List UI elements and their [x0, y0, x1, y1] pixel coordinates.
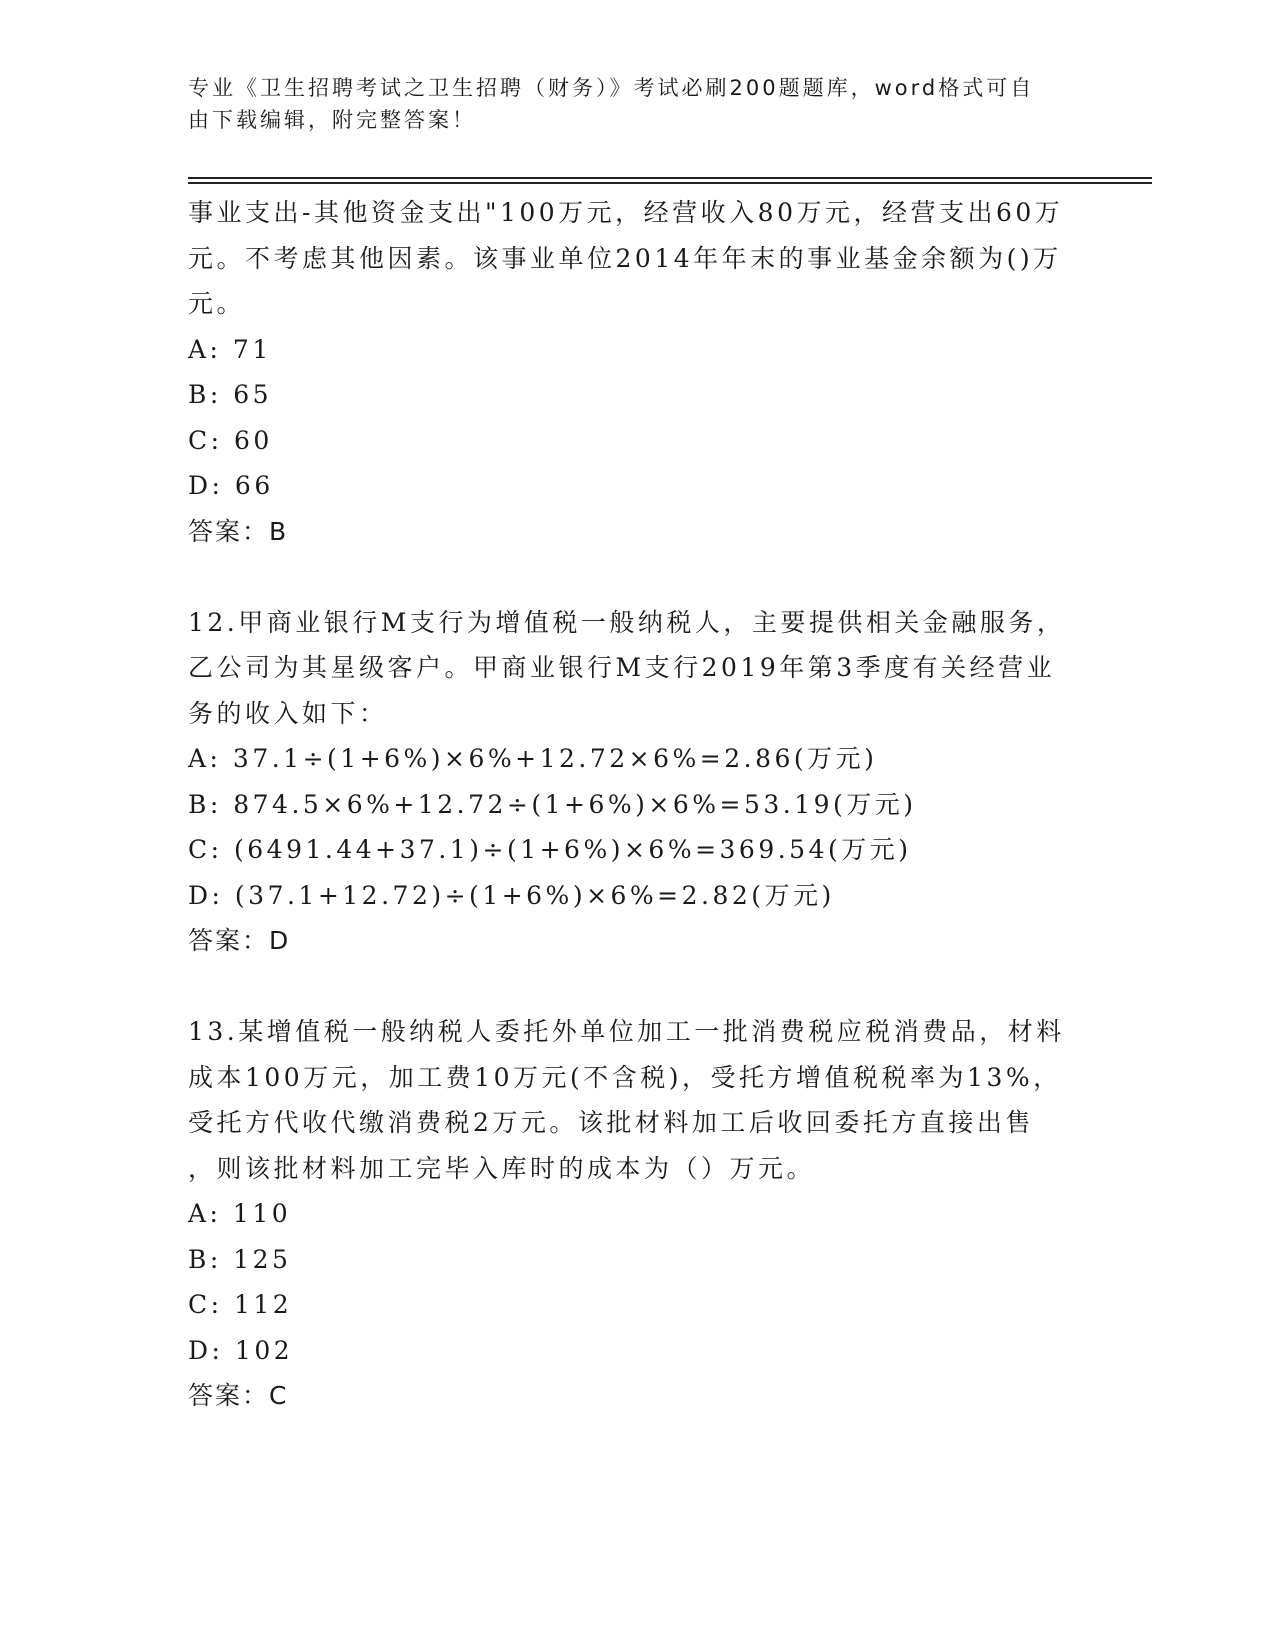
question-stem-line: 12.甲商业银行M支行为增值税一般纳税人，主要提供相关金融服务， — [188, 607, 1066, 637]
header-line-2: 由下载编辑，附完整答案！ — [188, 108, 476, 132]
header-divider-top — [188, 177, 1152, 179]
option-d: D: 102 — [188, 1335, 294, 1365]
option-a: A: 37.1÷(1+6%)×6%+12.72×6%=2.86(万元) — [188, 744, 878, 773]
option-a: A: 110 — [188, 1199, 292, 1228]
question-stem-line: 元。 — [188, 289, 246, 318]
header-line-1: 专业《卫生招聘考试之卫生招聘（财务）》考试必刷200题题库，word格式可自 — [188, 76, 1035, 100]
question-stem-line: 事业支出-其他资金支出"100万元，经营收入80万元，经营支出60万 — [188, 198, 1064, 227]
option-a: A: 71 — [188, 334, 272, 364]
question-stem-line: ，则该批材料加工完毕入库时的成本为（）万元。 — [188, 1153, 816, 1183]
question-stem-line: 元。不考虑其他因素。该事业单位2014年年末的事业基金余额为()万 — [188, 243, 1062, 273]
question-spacer — [188, 964, 1088, 1010]
option-b: B: 874.5×6%+12.72÷(1+6%)×6%=53.19(万元) — [188, 789, 917, 819]
option-b: B: 125 — [188, 1244, 292, 1274]
option-c: C: 112 — [188, 1290, 293, 1319]
question-spacer — [188, 554, 1088, 600]
question-11 — [188, 190, 1088, 554]
header-divider-bottom — [188, 182, 1152, 184]
question-stem-line: 务的收入如下： — [188, 698, 388, 728]
question-stem-line: 13.某增值税一般纳税人委托外单位加工一批消费税应税消费品，材料 — [188, 1017, 1065, 1046]
option-c: C: (6491.44+37.1)÷(1+6%)×6%=369.54(万元) — [188, 835, 912, 864]
option-d: D: 66 — [188, 471, 274, 500]
document-header — [188, 72, 1088, 136]
question-12 — [188, 600, 1088, 964]
document-body — [188, 190, 1088, 1419]
answer-line: 答案：B — [188, 516, 289, 546]
option-b: B: 65 — [188, 380, 273, 409]
answer-line: 答案：C — [188, 1381, 289, 1410]
question-stem-line: 受托方代收代缴消费税2万元。该批材料加工后收回委托方直接出售 — [188, 1108, 1034, 1137]
question-stem-line: 成本100万元，加工费10万元(不含税)，受托方增值税税率为13%， — [188, 1062, 1062, 1092]
question-13 — [188, 1009, 1088, 1419]
option-c: C: 60 — [188, 425, 273, 455]
option-d: D: (37.1+12.72)÷(1+6%)×6%=2.82(万元) — [188, 880, 835, 910]
answer-line: 答案：D — [188, 926, 291, 955]
question-stem-line: 乙公司为其星级客户。甲商业银行M支行2019年第3季度有关经营业 — [188, 653, 1056, 682]
